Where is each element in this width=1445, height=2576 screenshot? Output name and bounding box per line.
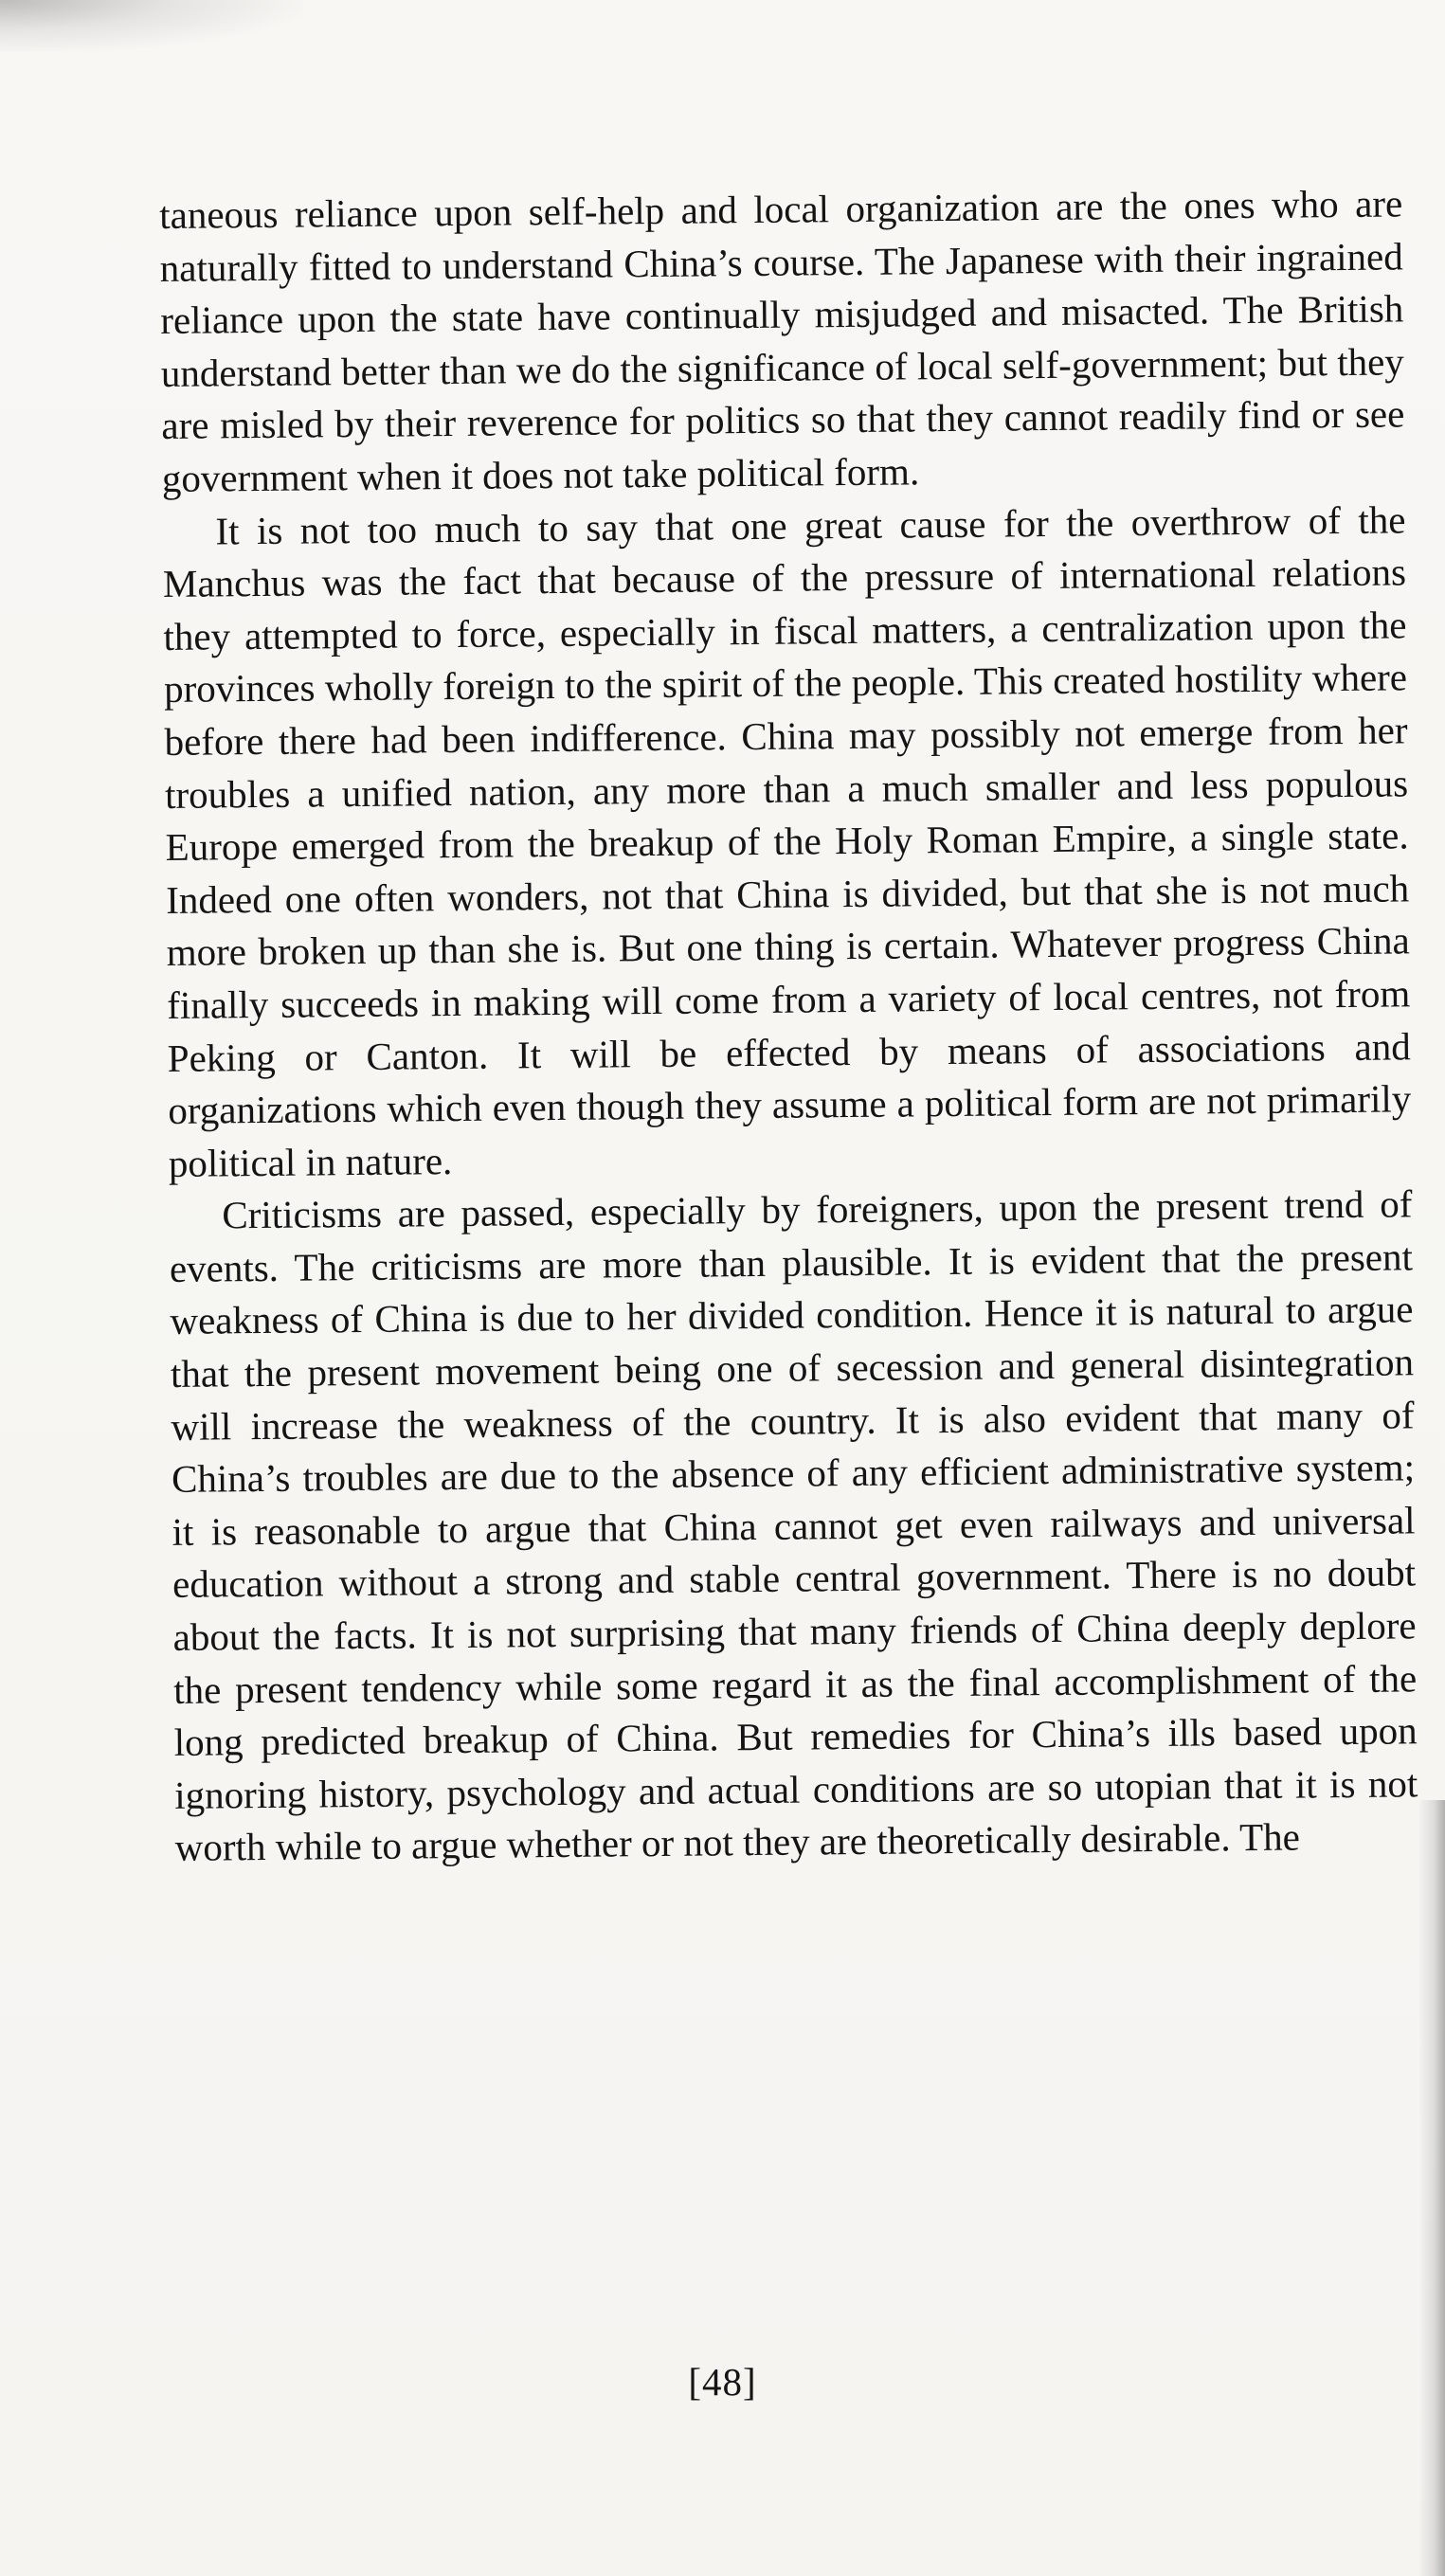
scan-edge-shadow-top <box>0 0 303 52</box>
paragraph-2: It is not too much to say that one great cause for the overthrow of the Manchus was the fact that because of the pressure of international relations they attempted to force, especially in fiscal matters, a centralization upon the provinces wholly foreign to the spirit of the people. This created hostility where before there had been indifference. China may possibly not emerge from her troubles a unified nation, any more than a much smaller and less populous Europe emerged from the breakup of the Holy Roman Empire, a single state. Indeed one often wonders, not that China is divided, but that she is not much more broken up than she is. But one thing is certain. Whatever progress China finally succeeds in making will come from a variety of local centres, not from Peking or Canton. It will be effected by means of associations and organizations which even though they assume a political form are not primarily political in nature. <box>162 496 1412 1185</box>
page-number: [48] <box>688 2360 757 2404</box>
paragraph-1: taneous reliance upon self-help and local organization are the ones who are naturally fitted to understand China’s course. The Japanese with their ingrained reliance upon the state have continually misjudged and misacted. The British understand better than we do the significance of local self-government; but they are misled by their reverence for politics so that they cannot readily find or see government when it does not take political form. <box>159 181 1405 500</box>
paragraph-3: Criticisms are passed, especially by foreigners, upon the present trend of events. The criticisms are more than plausible. It is evident that the present weakness of China is due to her divided condition. Hence it is natural to argue that the present movement being one of secession and general disintegration will increase the weakness of the country. It is also evident that many of China’s troubles are due to the absence of any efficient administrative system; it is reasonable to argue that China cannot get even railways and universal education without a strong and stable central government. There is no doubt about the facts. It is not surprising that many friends of China deeply deplore the present tendency while some regard it as the final accomplishment of the long predicted breakup of China. But remedies for China’s ills based upon ignoring history, psychology and actual conditions are so utopian that it is not worth while to argue whether or not they are theoretically desirable. The <box>169 1181 1418 1870</box>
body-text <box>159 177 1418 1875</box>
scan-edge-shadow-right <box>1418 1800 1445 2576</box>
